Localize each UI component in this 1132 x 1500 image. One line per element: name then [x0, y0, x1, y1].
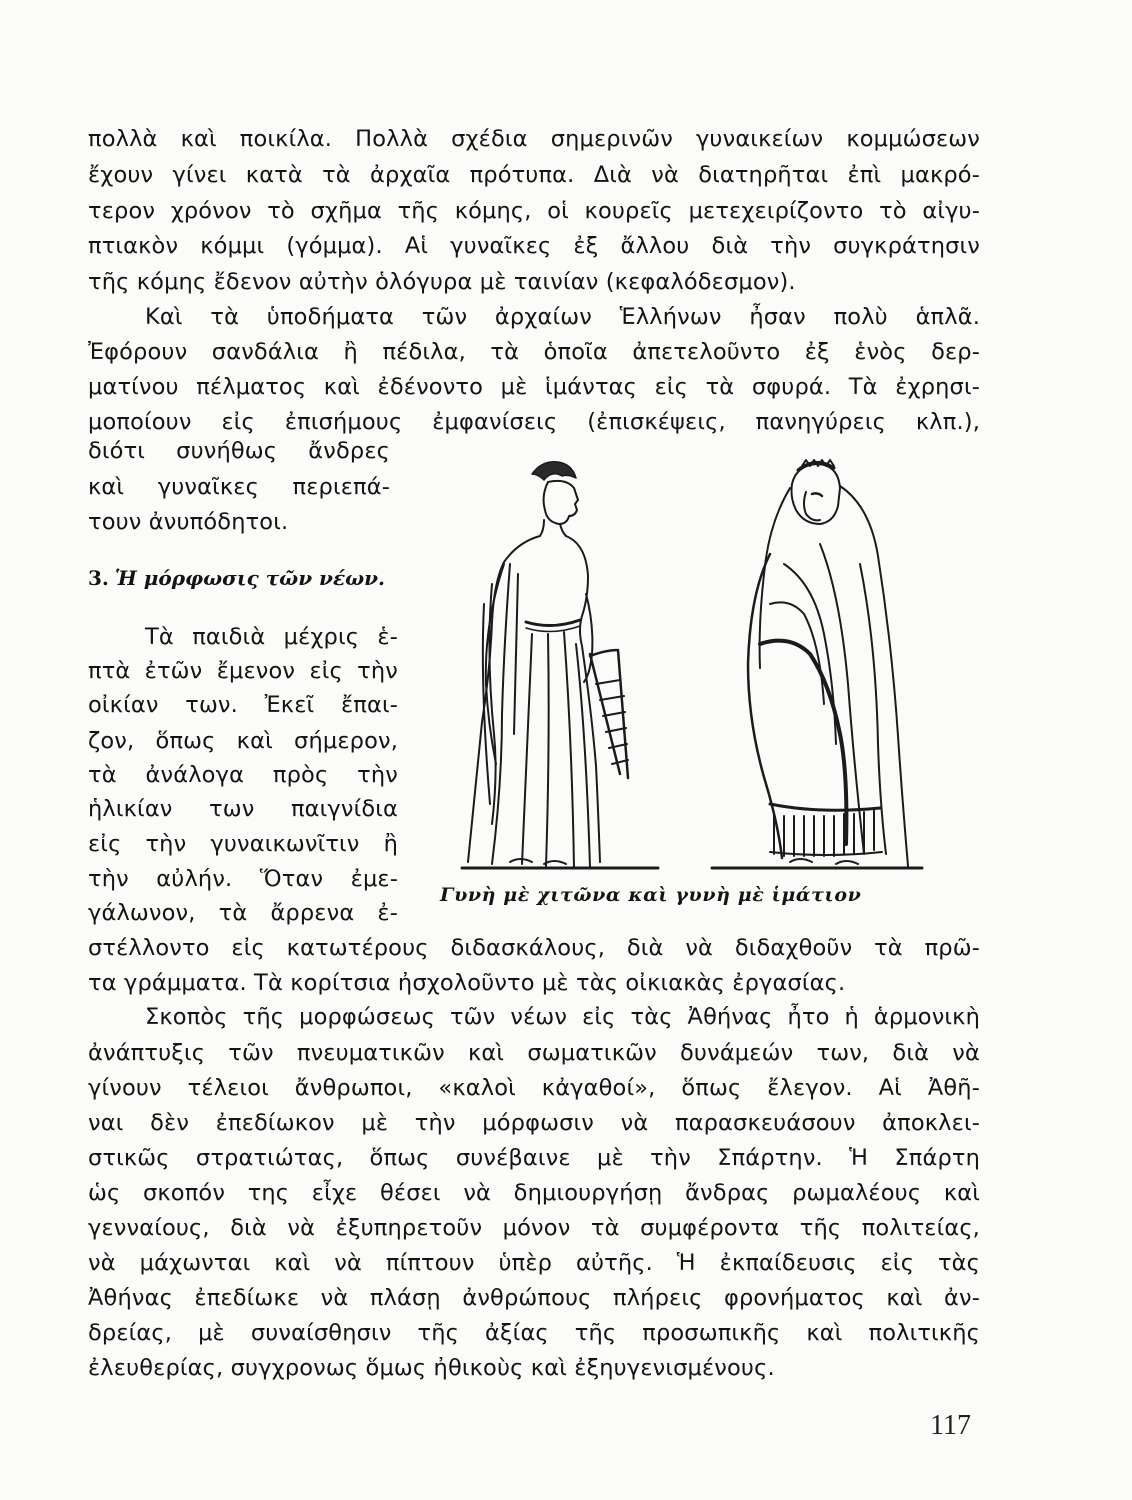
woman-himation-figure [748, 460, 908, 866]
text-line: τα γράμματα. Τὰ κορίτσια ἠσχολοῦντο μὲ τὰς οἰκιακὰς ἐργασίας. [88, 970, 846, 996]
text-line: Σκοπὸς τῆς μορφώσεως τῶν νέων εἰς τὰς Ἀθήνας ἦτο ἡ ἁρμονικὴ [145, 1004, 980, 1030]
text-line: πτὰ ἐτῶν ἔμενον εἰς τὴν [88, 658, 398, 684]
text-line: διότι συνήθως ἄνδρες [88, 438, 390, 464]
illustration [440, 444, 940, 878]
text-line: Ἐφόρουν σανδάλια ἢ πέδιλα, τὰ ὁποῖα ἀπετελοῦντο ἐξ ἑνὸς δερ- [88, 339, 980, 365]
text-line: ἡλικίαν των παιγνίδια [88, 796, 398, 822]
text-line: νὰ μάχωνται καὶ νὰ πίπτουν ὑπὲρ αὐτῆς. Ἡ ἐκπαίδευσις εἰς τὰς [88, 1250, 980, 1276]
text-line: ἀνάπτυξις τῶν πνευματικῶν καὶ σωματικῶν δυνάμεών των, διὰ νὰ [88, 1040, 980, 1066]
text-line: ἔχουν γίνει κατὰ τὰ ἀρχαῖα πρότυπα. Διὰ νὰ διατηρῆται ἐπὶ μακρό- [88, 162, 980, 188]
text-line: γενναίους, διὰ νὰ ἐξυπηρετοῦν μόνον τὰ συμφέροντα τῆς πολιτείας, [88, 1215, 980, 1241]
section-heading [88, 566, 385, 590]
text-line: μοποίουν εἰς ἐπισήμους ἐμφανίσεις (ἐπισκέψεις, πανηγύρεις κλπ.), [88, 409, 980, 435]
text-line: ὡς σκοπόν της εἶχε θέσει νὰ δημιουργήσῃ ἄνδρας ρωμαλέους καὶ [88, 1180, 980, 1206]
text-line: Καὶ τὰ ὑποδήματα τῶν ἀρχαίων Ἑλλήνων ἦσαν πολὺ ἁπλᾶ. [145, 304, 980, 330]
page-number: 117 [930, 1410, 971, 1441]
figure-caption: Γυνὴ μὲ χιτῶνα καὶ γυνὴ μὲ ἱμάτιον [440, 884, 862, 906]
text-line: τουν ἀνυπόδητοι. [88, 509, 289, 535]
text-line: τὰ ἀνάλογα πρὸς τὴν [88, 762, 398, 788]
text-line: ναι δὲν ἐπεδίωκον μὲ τὴν μόρφωσιν νὰ παρασκευάσουν ἀποκλει- [88, 1110, 980, 1136]
section-title: Ἡ μόρφωσις τῶν νέων. [114, 566, 385, 590]
text-line: τῆς κόμης ἔδενον αὐτὴν ὁλόγυρα μὲ ταινίαν (κεφαλόδεσμον). [88, 269, 796, 295]
text-line: ἐλευθερίας, συγχρονως ὅμως ἠθικοὺς καὶ ἐξηυγενισμένους. [88, 1355, 775, 1381]
text-line: στέλλοντο εἰς κατωτέρους διδασκάλους, διὰ νὰ διδαχθοῦν τὰ πρῶ- [88, 935, 980, 961]
text-line: τερον χρόνον τὸ σχῆμα τῆς κόμης, οἱ κουρεῖς μετεχειρίζοντο τὸ αἰγυ- [88, 198, 980, 224]
section-number: 3. [88, 566, 109, 590]
text-line: πολλὰ καὶ ποικίλα. Πολλὰ σχέδια σημερινῶν γυναικείων κομμώσεων [88, 126, 980, 152]
text-line: ζον, ὅπως καὶ σήμερον, [88, 728, 398, 754]
text-line: Ἀθήνας ἐπεδίωκε νὰ πλάσῃ ἀνθρώπους πλήρεις φρονήματος καὶ ἀν- [88, 1285, 980, 1311]
text-line: Τὰ παιδιὰ μέχρις ἑ- [145, 624, 398, 650]
text-line: δρείας, μὲ συναίσθησιν τῆς ἀξίας τῆς προσωπικῆς καὶ πολιτικῆς [88, 1320, 980, 1346]
text-line: τὴν αὐλήν. Ὅταν ἐμε- [88, 866, 398, 892]
text-line: πτιακὸν κόμμι (γόμμα). Αἱ γυναῖκες ἐξ ἄλλου διὰ τὴν συγκράτησιν [88, 233, 980, 259]
text-line: εἰς τὴν γυναικωνῖτιν ἢ [88, 831, 398, 857]
text-line: ματίνου πέλματος καὶ ἐδένοντο μὲ ἱμάντας εἰς τὰ σφυρά. Τὰ ἐχρησι- [88, 374, 980, 400]
text-line: γάλωνον, τὰ ἄρρενα ἐ- [88, 900, 398, 926]
text-line: στικῶς στρατιώτας, ὅπως συνέβαινε μὲ τὴν Σπάρτην. Ἡ Σπάρτη [88, 1145, 980, 1171]
woman-chiton-figure [468, 462, 628, 868]
text-line: γίνουν τέλειοι ἄνθρωποι, «καλοὶ κἀγαθοί», ὅπως ἔλεγον. Αἱ Ἀθῆ- [88, 1075, 980, 1101]
text-line: οἰκίαν των. Ἐκεῖ ἔπαι- [88, 692, 398, 718]
text-line: καὶ γυναῖκες περιεπά- [88, 474, 390, 500]
